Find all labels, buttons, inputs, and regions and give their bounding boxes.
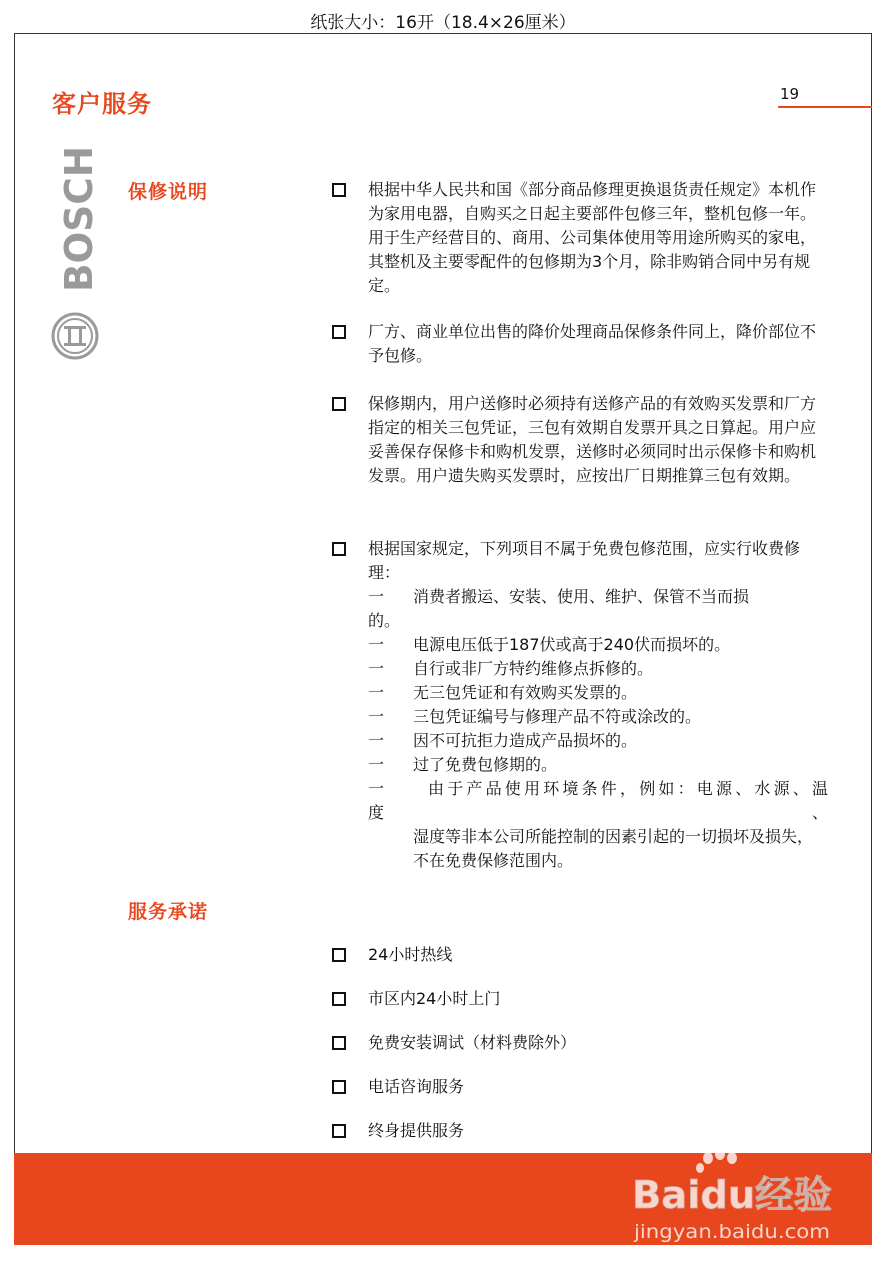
exclusion-item: 一 自行或非厂方特约维修点拆修的。 (368, 657, 828, 681)
section-heading: 客户服务 (52, 90, 152, 118)
paw-icon (696, 1148, 737, 1173)
checkbox-bullet-icon (332, 183, 346, 197)
paper-size-note: 纸张大小：16开（18.4×26厘米） (310, 13, 576, 33)
dash-mark: 一 (368, 635, 385, 654)
exclusion-item: 一 因不可抗拒力造成产品损坏的。 (368, 729, 828, 753)
service-item: 免费安装调试（材料费除外） (332, 1031, 827, 1055)
exclusion-item: 一 三包凭证编号与修理产品不符或涂改的。 (368, 705, 828, 729)
watermark-url: jingyan.baidu.com (632, 1221, 830, 1243)
checkbox-bullet-icon (332, 1124, 346, 1138)
page-frame-left (14, 33, 15, 1153)
exclusion-item-continuation: 的。 (368, 611, 401, 630)
warranty-item: 根据中华人民共和国《部分商品修理更换退货责任规定》本机作为家用电器，自购买之日起主要部件包修三年，整机包修一年。用于生产经营目的、商用、公司集体使用等用途所购买的家电， 其整机及主要零配件的包修期为3个月，除非购销合同中另有规定。 (332, 178, 827, 298)
checkbox-bullet-icon (332, 397, 346, 411)
dash-mark: 一 (368, 683, 385, 702)
page-number-rule (778, 106, 872, 108)
service-item: 市区内24小时上门 (332, 987, 827, 1011)
checkbox-bullet-icon (332, 948, 346, 962)
warranty-item: 厂方、商业单位出售的降价处理商品保修条件同上，降价部位不予包修。 (332, 320, 827, 368)
bosch-wordmark-text: BOSCH (57, 143, 101, 292)
checkbox-bullet-icon (332, 325, 346, 339)
dash-mark: 一 (368, 755, 385, 774)
page-frame-right (871, 33, 872, 1153)
warranty-item: 根据国家规定，下列项目不属于免费包修范围，应实行收费修理： (332, 537, 827, 585)
dash-mark: 一 (368, 779, 385, 798)
exclusion-item: 一 消费者搬运、安装、使用、维护、保管不当而损 (368, 585, 828, 609)
checkbox-bullet-icon (332, 992, 346, 1006)
warranty-heading: 保修说明 (128, 181, 209, 203)
checkbox-bullet-icon (332, 1036, 346, 1050)
baidu-jingyan-watermark-logo (628, 1146, 838, 1246)
exclusion-item: 一 由于产品使用环境条件，例如：电源、水源、温 度 、 湿度等非本公司所能控制的因素引起的一切损坏及损失，不在免费保修范围内。 (368, 779, 828, 870)
page-frame-top (14, 33, 872, 34)
exclusion-list (368, 585, 828, 873)
dash-mark: 一 (368, 731, 385, 750)
checkbox-bullet-icon (332, 542, 346, 556)
watermark-brand: Baidu经验 (632, 1173, 832, 1217)
exclusion-item: 一 电源电压低于187伏或高于240伏而损坏的。 (368, 633, 828, 657)
service-heading: 服务承诺 (128, 901, 209, 923)
service-item: 终身提供服务 (332, 1119, 827, 1143)
bosch-emblem-icon (50, 311, 100, 361)
dash-mark: 一 (368, 587, 385, 606)
page-number: 19 (780, 85, 800, 103)
checkbox-bullet-icon (332, 1080, 346, 1094)
dash-mark: 一 (368, 659, 385, 678)
warranty-item: 保修期内，用户送修时必须持有送修产品的有效购买发票和厂方指定的相关三包凭证，三包有效期自发票开具之日算起。用户应妥善保存保修卡和购机发票，送修时必须同时出示保修卡和购机发票。用户遗失购买发票时，应按出厂日期推算三包有效期。 (332, 392, 827, 488)
service-item: 24小时热线 (332, 943, 827, 967)
service-item: 电话咨询服务 (332, 1075, 827, 1099)
exclusion-item: 一 无三包凭证和有效购买发票的。 (368, 681, 828, 705)
dash-mark: 一 (368, 707, 385, 726)
exclusion-item: 一 过了免费包修期的。 (368, 753, 828, 777)
